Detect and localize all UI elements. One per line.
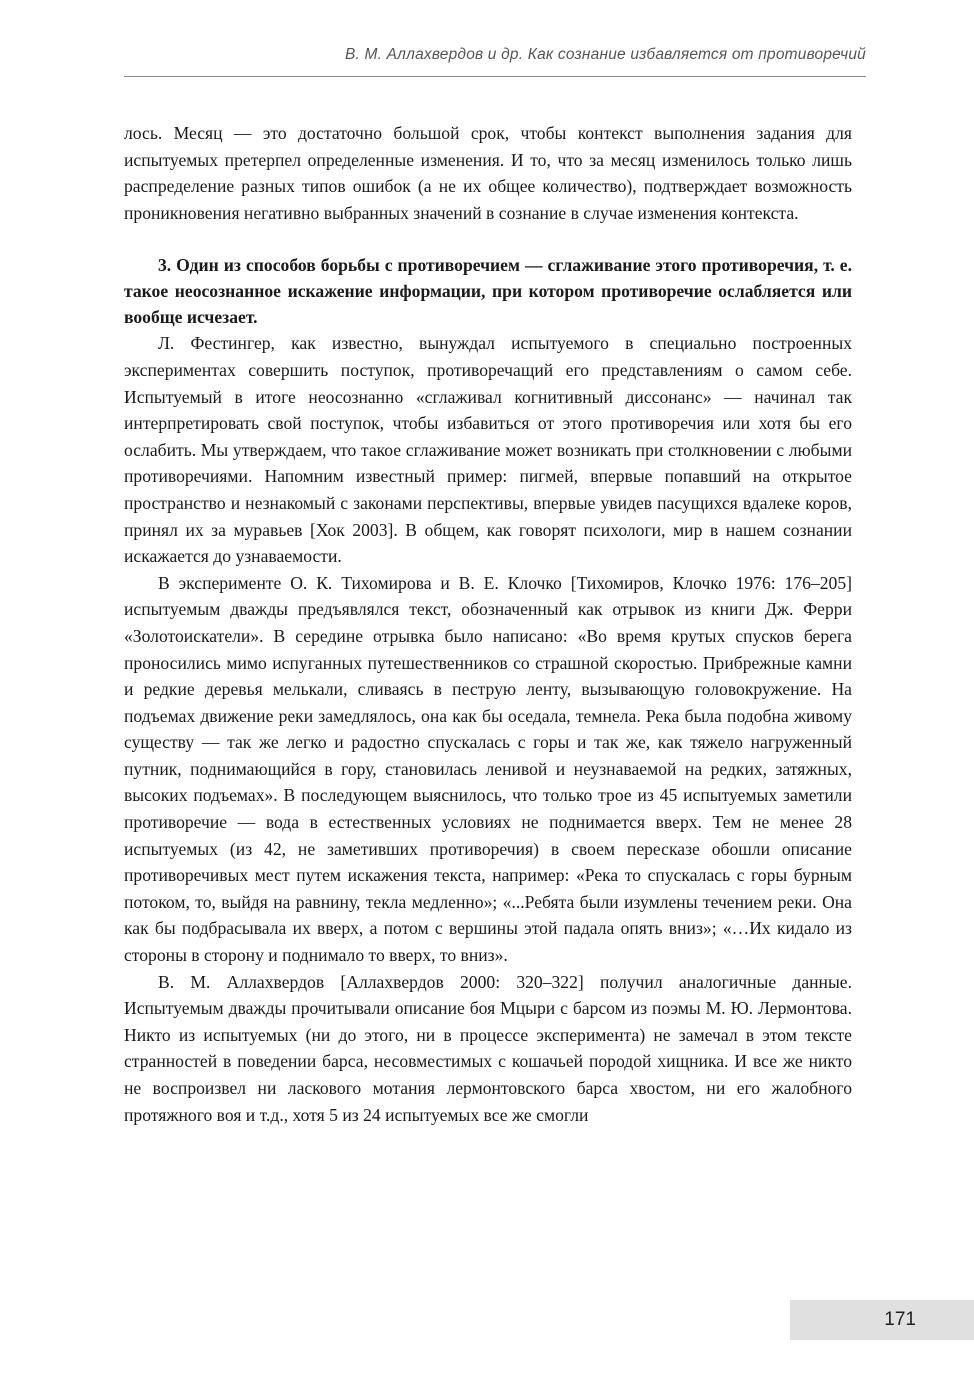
paragraph: В эксперименте О. К. Тихомирова и В. Е. Клочко [Тихомиров, Клочко 1976: 176–205] испытуемым дважды предъявлялся текст, обозначенный как отрывок из книги Дж. Ферри «Золотоискатели». В середине отрывка было написано: «Во время крутых спусков берега проносились мимо испуганных путешественников со страшной скоростью. Прибрежные камни и редкие деревья мелькали, сливаясь в пеструю ленту, вызывающую головокружение. На подъемах движение реки замедлялось, она как бы оседала, темнела. Река была подобна живому существу — так же легко и радостно спускалась с горы и так же, как тяжело нагруженный путник, поднимающийся в гору, становилась ленивой и неузнаваемой на редких, затяжных, высоких подъемах». В последующем выяснилось, что только трое из 45 испытуемых заметили противоречие — вода в естественных условиях не поднимается вверх. Тем не менее 28 испытуемых (из 42, не заметивших противоречия) в своем пересказе обошли описание противоречивых мест путем искажения текста, например: «Река то спускалась с горы бурным потоком, то, выйдя на равнину, текла медленно»; «...Ребята были изумлены течением реки. Она как бы подбрасывала их вверх, а потом с вершины этой падала опять вниз»; «…Их кидало из стороны в сторону и поднимало то вверх, то вниз». [124,572,852,966]
page-number-tab [790,1300,974,1340]
page-body [124,120,852,1128]
header-divider [124,76,866,77]
paragraph-continuation: лось. Месяц — это достаточно большой срок, чтобы контекст выполнения задания для испытуемых претерпел определенные изменения. И то, что за месяц изменилось только лишь распределение разных типов ошибок (а не их общее количество), подтверждает возможность проникновения негативно выбранных значений в сознание в случае изменения контекста. [124,123,852,223]
section-heading: 3. Один из способов борьбы с противоречием — сглаживание этого противоречия, т. е. такое неосознанное искажение информации, при котором противоречие ослабляется или вообще исчезает. [124,255,852,328]
paragraph: В. М. Аллахвердов [Аллахвердов 2000: 320–322] получил аналогичные данные. Испытуемым дважды прочитывали описание боя Мцыри с барсом из поэмы М. Ю. Лермонтова. Никто из испытуемых (ни до этого, ни в процессе эксперимента) не замечал в этом тексте странностей в поведении барса, несовместимых с кошачьей породой хищника. И все же никто не воспроизвел ни ласкового мотания лермонтовского барса хвостом, ни его жалобного протяжного воя и т.д., хотя 5 из 24 испытуемых все же смогли [124,971,852,1125]
page-number: 171 [884,1309,916,1330]
running-header: В. М. Аллахвердов и др. Как сознание избавляется от противоречий [344,46,866,63]
paragraph: Л. Фестингер, как известно, вынуждал испытуемого в специально построенных экспериментах совершить поступок, противоречащий его представлениям о самом себе. Испытуемый в итоге неосознанно «сглаживал когнитивный диссонанс» — начинал так интерпретировать свой поступок, чтобы избавиться от этого противоречия или хотя бы его ослабить. Мы утверждаем, что такое сглаживание может возникать при столкновении с любыми противоречиями. Напомним известный пример: пигмей, впервые попавший на открытое пространство и незнакомый с законами перспективы, впервые увидев пасущихся вдалеке коров, принял их за муравьев [Хок 2003]. В общем, как говорят психологи, мир в нашем сознании искажается до узнаваемости. [124,333,852,567]
